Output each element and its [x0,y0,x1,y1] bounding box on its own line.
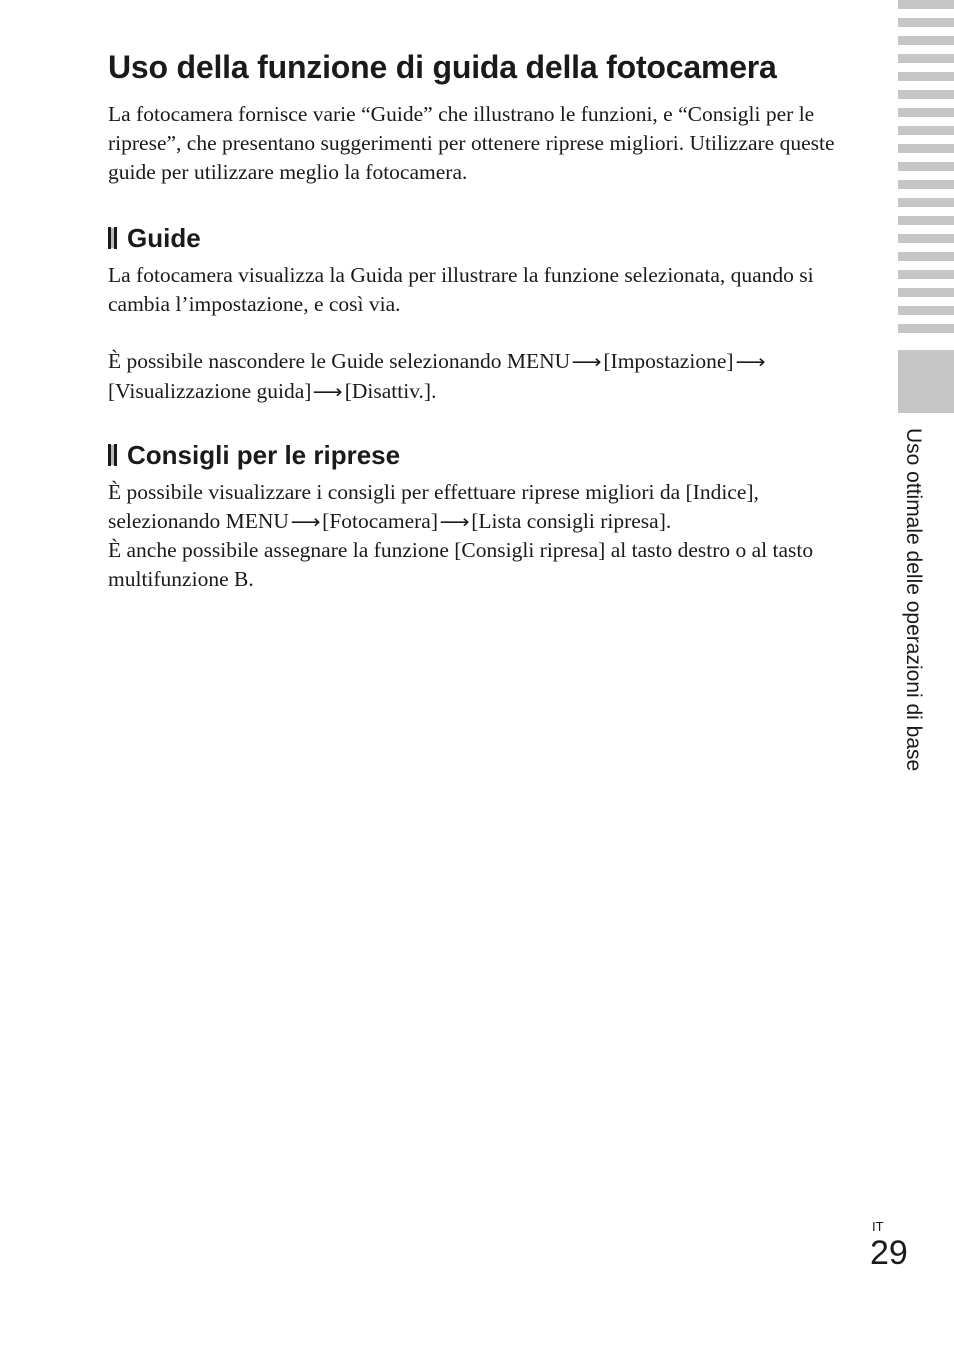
guide-hide-step-1: [Impostazione] [603,349,734,373]
right-arrow-icon: ⟶ [290,511,321,533]
right-arrow-icon: ⟶ [313,381,344,403]
side-stripe [898,108,954,117]
page-title: Uso della funzione di guida della fotocamera [108,49,777,85]
side-stripe [898,306,954,315]
side-tab-stripes [898,0,954,340]
side-stripe [898,198,954,207]
tips-step-1: [Fotocamera] [322,509,438,533]
guide-heading [108,221,201,255]
page-number: 29 [870,1234,908,1272]
right-arrow-icon: ⟶ [735,351,766,373]
side-stripe [898,180,954,189]
side-stripe [898,288,954,297]
tips-paragraph [108,478,868,537]
guide-heading-label: Guide [127,223,201,253]
side-stripe [898,72,954,81]
right-arrow-icon: ⟶ [439,511,470,533]
tips-text-prefix: È possibile visualizzare i consigli per effettuare riprese migliori da [Indice], selezionando MENU [108,480,759,533]
tips-step-2: [Lista consigli ripresa] [471,509,666,533]
side-stripe [898,252,954,261]
section-marker-icon [108,444,118,466]
tips-heading-label: Consigli per le riprese [127,440,401,470]
guide-paragraph: La fotocamera visualizza la Guida per illustrare la funzione selezionata, quando si cambia l’impostazione, e così via. [108,263,814,316]
side-stripe [898,216,954,225]
guide-hide-step-2: [Visualizzazione guida] [108,379,312,403]
section-marker-icon [108,227,118,249]
guide-hide-suffix: . [431,379,437,403]
tips-assign-paragraph: È anche possibile assegnare la funzione [Consigli ripresa] al tasto destro o al tasto multifunzione B. [108,538,814,591]
side-stripe [898,126,954,135]
side-stripe [898,324,954,333]
guide-hide-paragraph [108,347,868,407]
guide-hide-prefix: È possibile nascondere le Guide selezionando MENU [108,349,571,373]
side-stripe [898,144,954,153]
side-stripe [898,90,954,99]
side-stripe [898,234,954,243]
side-stripe [898,0,954,9]
side-stripe [898,18,954,27]
guide-hide-step-3: [Disattiv.] [344,379,432,403]
side-stripe [898,270,954,279]
side-stripe [898,36,954,45]
tips-heading [108,438,400,472]
chapter-side-label: Uso ottimale delle operazioni di base [902,428,925,772]
side-stripe [898,162,954,171]
side-tab-block [898,350,954,413]
intro-paragraph: La fotocamera fornisce varie “Guide” che illustrano le funzioni, e “Consigli per le riprese”, che presentano suggerimenti per ottenere riprese migliori. Utilizzare queste guide per utilizzare meglio la fotocamera. [108,102,835,184]
side-stripe [898,54,954,63]
language-code: IT [872,1219,884,1234]
tips-text-suffix: . [665,509,672,533]
right-arrow-icon: ⟶ [571,351,602,373]
